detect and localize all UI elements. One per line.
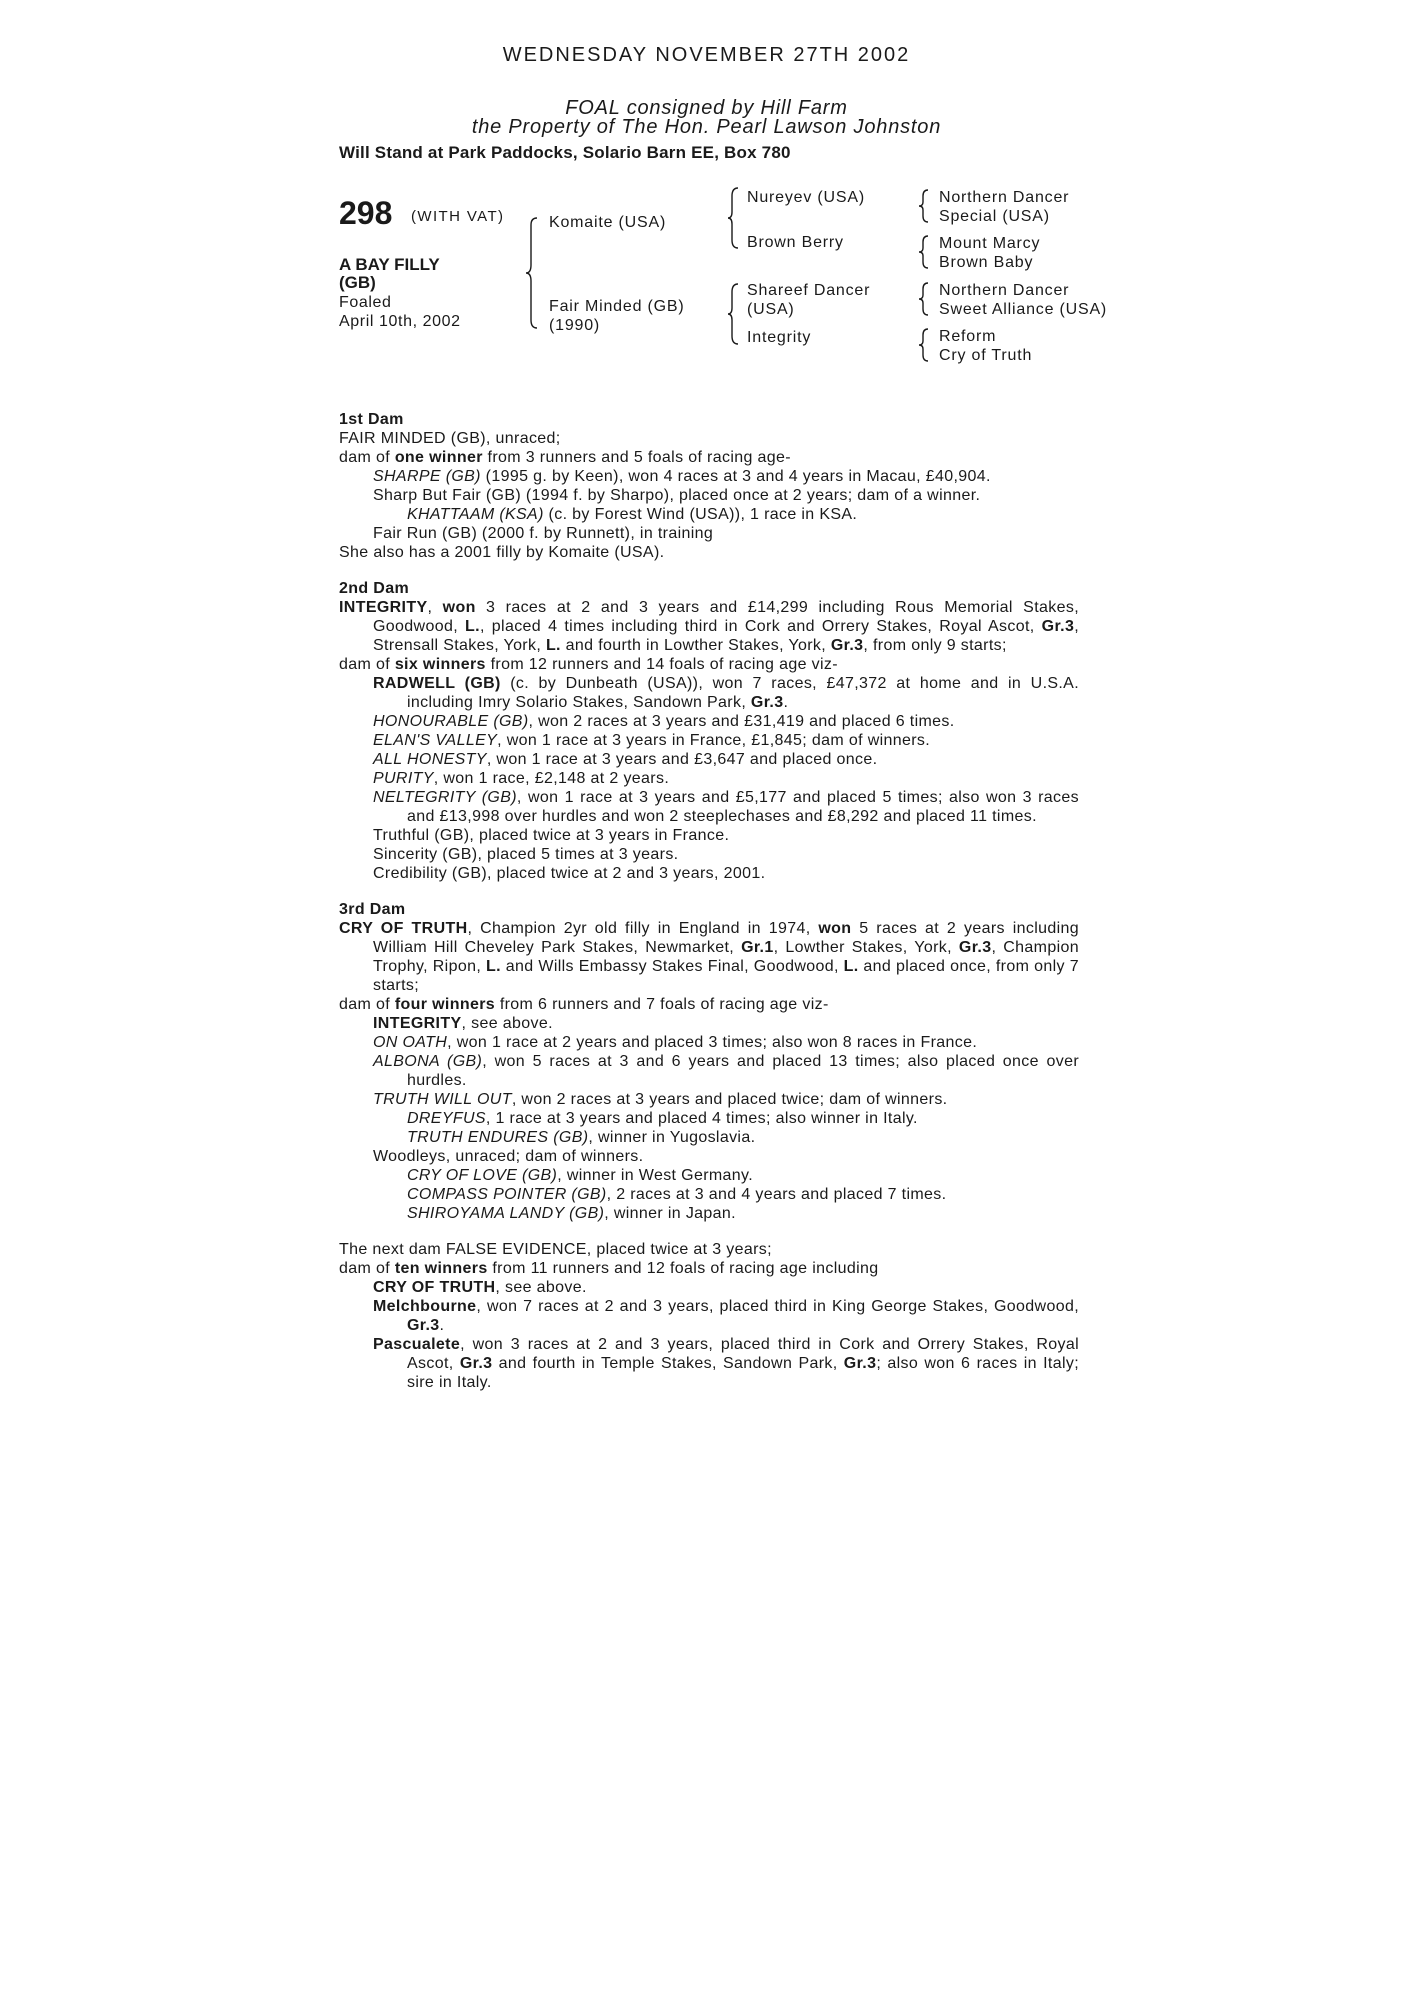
pedigree-dam-sire xyxy=(747,281,870,319)
dam-record: INTEGRITY, won 3 races at 2 and 3 years and £14,299 including Rous Memorial Stakes, Goodwood, L., placed 4 times including third in Cork and Orrery Stakes, Royal Ascot, Gr.3, Strensall Stakes, York, L. and fourth in Lowther Stakes, York, Gr.3, from only 9 starts; xyxy=(339,599,1079,654)
dam-summary: The next dam FALSE EVIDENCE, placed twice at 3 years; xyxy=(339,1241,772,1258)
pedigree-dam-sire-country: (USA) xyxy=(747,301,795,318)
foaled-label: Foaled xyxy=(339,294,392,311)
dam-produce-summary: dam of four winners from 6 runners and 7 foals of racing age viz- xyxy=(339,996,829,1013)
produce-entry: Woodleys, unraced; dam of winners. xyxy=(373,1148,644,1165)
dam-produce-summary: dam of ten winners from 11 runners and 12 foals of racing age including xyxy=(339,1260,879,1277)
section-heading: 2nd Dam xyxy=(339,580,410,597)
next-dam-section xyxy=(339,1240,1079,1392)
foaled-block xyxy=(339,293,461,331)
pedigree-bracket-sire xyxy=(728,186,742,256)
produce-entry: CRY OF LOVE (GB), winner in West Germany. xyxy=(407,1167,754,1184)
stand-location: Will Stand at Park Paddocks, Solario Barn EE, Box 780 xyxy=(339,143,791,162)
produce-entry: ON OATH, won 1 race at 2 years and placed 3 times; also won 8 races in France. xyxy=(373,1034,978,1051)
dam-produce-summary: dam of one winner from 3 runners and 5 foals of racing age- xyxy=(339,449,791,466)
dam-record: CRY OF TRUTH, Champion 2yr old filly in England in 1974, won 5 races at 2 years including William Hill Cheveley Park Stakes, Newmarket, Gr.1, Lowther Stakes, York, Gr.3, Champion Trophy, Ripon, L. and Wills Embassy Stakes Final, Goodwood, L. and placed once, from only 7 starts; xyxy=(339,920,1079,994)
produce-entry: PURITY, won 1 race, £2,148 at 2 years. xyxy=(373,770,670,787)
pedigree-dam xyxy=(549,297,685,335)
pedigree-sd-sire: Mount Marcy xyxy=(939,235,1041,252)
produce-entry: SHIROYAMA LANDY (GB), winner in Japan. xyxy=(407,1205,736,1222)
produce-entry: INTEGRITY, see above. xyxy=(373,1015,553,1032)
vat-note: (WITH VAT) xyxy=(411,208,505,225)
dam-produce-summary: dam of six winners from 12 runners and 14 foals of racing age viz- xyxy=(339,656,838,673)
produce-entry: TRUTH ENDURES (GB), winner in Yugoslavia. xyxy=(407,1129,756,1146)
section-heading: 1st Dam xyxy=(339,411,404,428)
owner-line: the Property of The Hon. Pearl Lawson Johnston xyxy=(471,116,942,138)
pedigree-ds-sire: Northern Dancer xyxy=(939,282,1070,299)
third-dam-section xyxy=(339,900,1079,1223)
note-line: She also has a 2001 filly by Komaite (USA). xyxy=(339,544,665,561)
produce-entry: TRUTH WILL OUT, won 2 races at 3 years and placed twice; dam of winners. xyxy=(373,1091,948,1108)
lot-sex: A BAY FILLY xyxy=(339,255,440,274)
pedigree-bracket-ds xyxy=(918,281,932,321)
produce-entry: DREYFUS, 1 race at 3 years and placed 4 times; also winner in Italy. xyxy=(407,1110,918,1127)
pedigree-dam-sire-name: Shareef Dancer xyxy=(747,282,871,299)
first-dam-section xyxy=(339,410,1079,562)
lot-number: 298 xyxy=(339,195,393,231)
pedigree-bracket-dd xyxy=(918,327,932,367)
produce-entry: SHARPE (GB) (1995 g. by Keen), won 4 races at 3 and 4 years in Macau, £40,904. xyxy=(373,468,991,485)
pedigree-dd-dam: Cry of Truth xyxy=(939,347,1033,364)
produce-entry: RADWELL (GB) (c. by Dunbeath (USA)), won 7 races, £47,372 at home and in U.S.A. including Imry Solario Stakes, Sandown Park, Gr.3. xyxy=(373,675,1079,711)
produce-entry: CRY OF TRUTH, see above. xyxy=(373,1279,587,1296)
produce-entry: Melchbourne, won 7 races at 2 and 3 years, placed third in King George Stakes, Goodwood, Gr.3. xyxy=(373,1298,1079,1334)
consignor-line: FOAL consigned by Hill Farm xyxy=(565,97,848,119)
lot-description xyxy=(339,256,479,292)
sale-date: WEDNESDAY NOVEMBER 27TH 2002 xyxy=(502,44,911,66)
pedigree-dam-year: (1990) xyxy=(549,317,601,334)
produce-entry: Fair Run (GB) (2000 f. by Runnett), in training xyxy=(373,525,714,542)
pedigree-sire-sire: Nureyev (USA) xyxy=(747,189,865,206)
pedigree-bracket-dam xyxy=(728,282,742,352)
pedigree-dam-name: Fair Minded (GB) xyxy=(549,298,685,315)
produce-entry: Sincerity (GB), placed 5 times at 3 years. xyxy=(373,846,679,863)
pedigree-ss-sire: Northern Dancer xyxy=(939,189,1070,206)
pedigree-dam-dam: Integrity xyxy=(747,329,812,346)
produce-entry: KHATTAAM (KSA) (c. by Forest Wind (USA)), 1 race in KSA. xyxy=(407,506,858,523)
pedigree-sire-dam: Brown Berry xyxy=(747,234,844,251)
dam-summary: FAIR MINDED (GB), unraced; xyxy=(339,430,561,447)
produce-entry: ELAN'S VALLEY, won 1 race at 3 years in France, £1,845; dam of winners. xyxy=(373,732,931,749)
produce-entry: HONOURABLE (GB), won 2 races at 3 years and £31,419 and placed 6 times. xyxy=(373,713,955,730)
produce-record xyxy=(339,410,1079,1392)
pedigree-ds-dam: Sweet Alliance (USA) xyxy=(939,301,1108,318)
pedigree-bracket-sd xyxy=(918,234,932,274)
pedigree-bracket-ss xyxy=(918,188,932,228)
produce-entry: Credibility (GB), placed twice at 2 and 3 years, 2001. xyxy=(373,865,766,882)
pedigree-dd-sire: Reform xyxy=(939,328,997,345)
produce-entry: Pascualete, won 3 races at 2 and 3 years, placed third in Cork and Orrery Stakes, Royal Ascot, Gr.3 and fourth in Temple Stakes, Sandown Park, Gr.3; also won 6 races in Italy; sire in Italy. xyxy=(373,1336,1079,1391)
produce-entry: COMPASS POINTER (GB), 2 races at 3 and 4 years and placed 7 times. xyxy=(407,1186,947,1203)
section-heading: 3rd Dam xyxy=(339,901,406,918)
produce-entry: ALBONA (GB), won 5 races at 3 and 6 years and placed 13 times; also placed once over hurdles. xyxy=(373,1053,1079,1089)
produce-entry: ALL HONESTY, won 1 race at 3 years and £3,647 and placed once. xyxy=(373,751,878,768)
foaled-date: April 10th, 2002 xyxy=(339,313,461,330)
pedigree-ss-dam: Special (USA) xyxy=(939,208,1050,225)
pedigree-bracket-main xyxy=(525,215,545,335)
produce-entry: Sharp But Fair (GB) (1994 f. by Sharpo), placed once at 2 years; dam of a winner. xyxy=(373,487,981,504)
second-dam-section xyxy=(339,579,1079,883)
lot-country: (GB) xyxy=(339,273,376,292)
pedigree-sd-dam: Brown Baby xyxy=(939,254,1034,271)
produce-entry: NELTEGRITY (GB), won 1 race at 3 years and £5,177 and placed 5 times; also won 3 races and £13,998 over hurdles and won 2 steeplechases and £8,292 and placed 11 times. xyxy=(373,789,1080,825)
consignor-block xyxy=(0,99,1413,137)
pedigree-sire: Komaite (USA) xyxy=(549,214,667,231)
produce-entry: Truthful (GB), placed twice at 3 years in France. xyxy=(373,827,730,844)
